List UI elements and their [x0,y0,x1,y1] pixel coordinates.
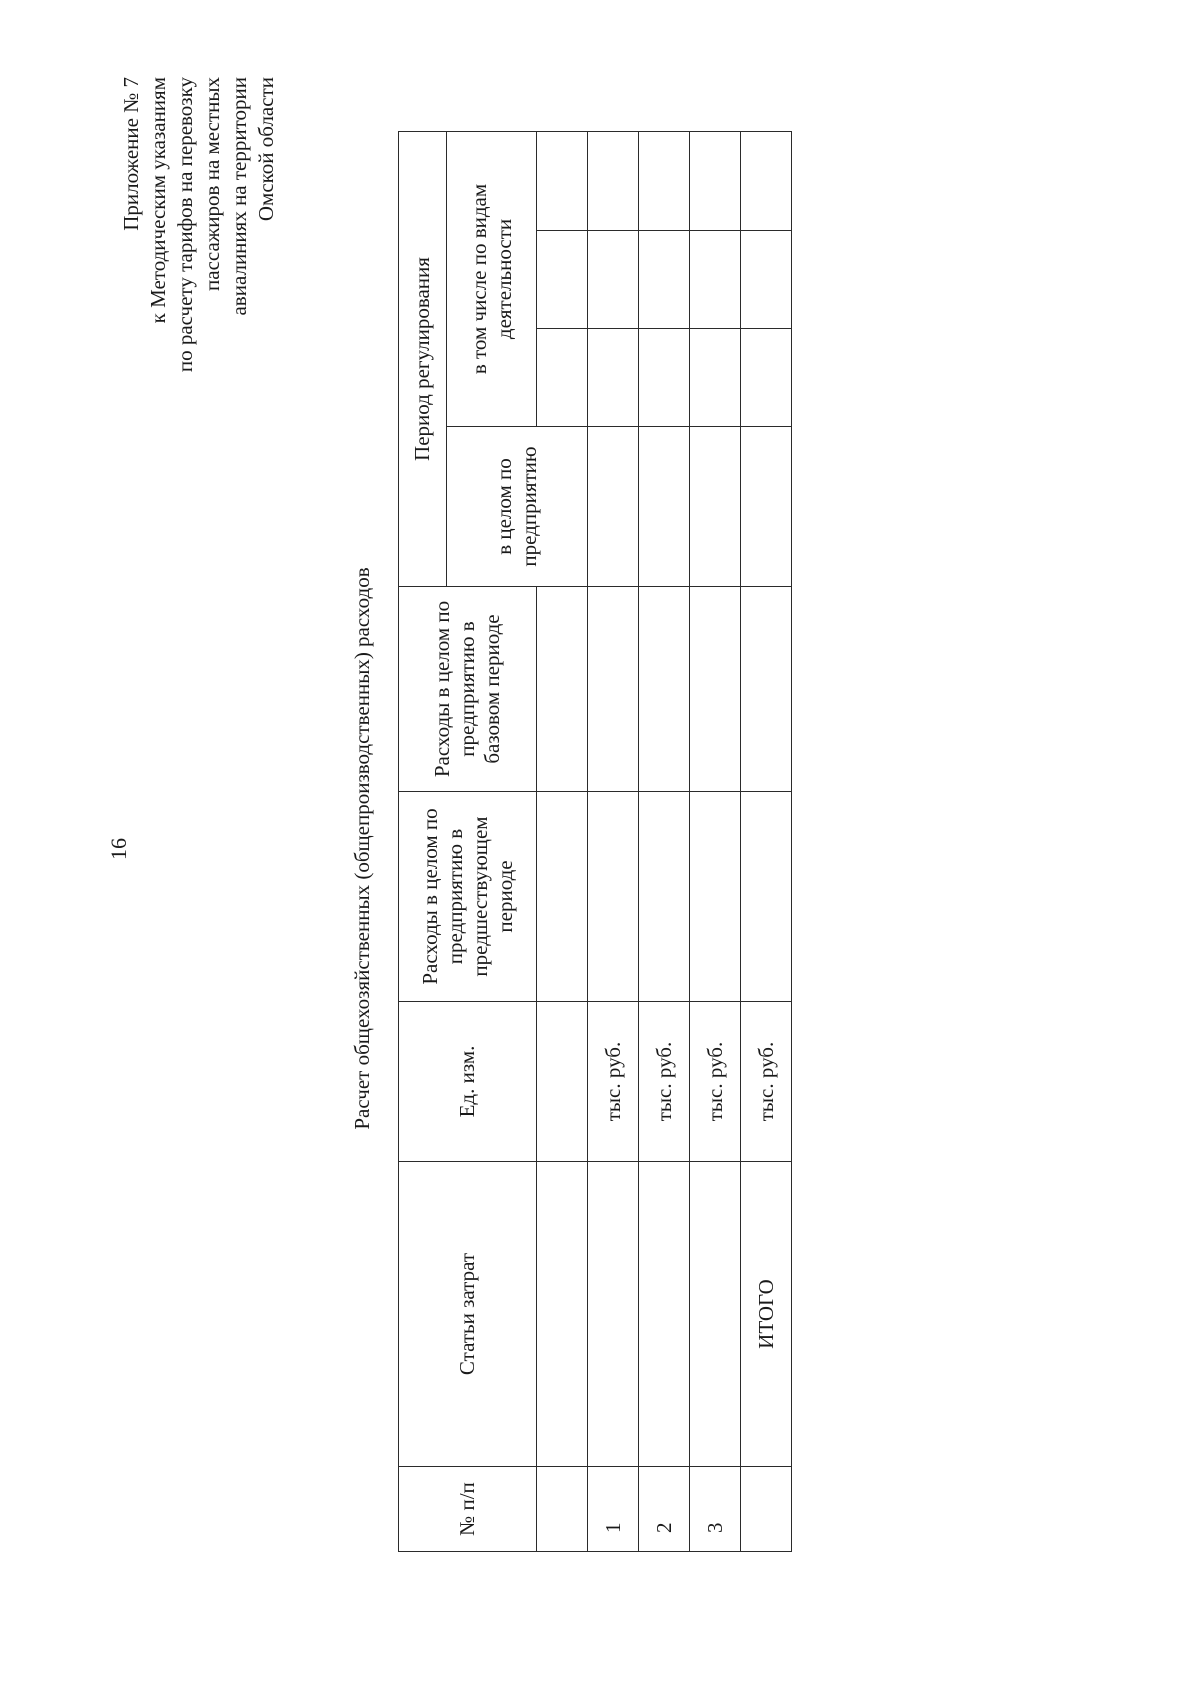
table-row [588,131,639,1551]
header-cost-items: Статьи затрат [399,1162,537,1467]
row-item [639,1162,690,1467]
header-base-period: Расходы в целом по предприятию в базовом периоде [399,587,537,792]
header-unit: Ед. изм. [399,1002,537,1162]
row-number: 2 [639,1467,690,1552]
activity-cell [537,231,588,329]
row-unit: тыс. руб. [639,1002,690,1162]
total-unit: тыс. руб. [741,1002,792,1162]
appendix-line: по расчету тарифов на перевозку [173,77,197,373]
row-unit: тыс. руб. [588,1002,639,1162]
header-previous-period: Расходы в целом по предприятию в предшествующем периоде [399,792,537,1002]
table-row [639,131,690,1551]
appendix-line: пассажиров на местных [200,77,224,291]
row-number: 1 [588,1467,639,1552]
header-regulation-period: Период регулирования [399,131,447,586]
appendix-line: к Методическим указаниям [146,77,170,324]
appendix-line: Приложение № 7 [119,77,143,231]
header-number: № п/п [399,1467,537,1552]
appendix-line: Омской области [254,77,278,222]
row-unit: тыс. руб. [690,1002,741,1162]
row-number: 3 [690,1467,741,1552]
table-row [690,131,741,1551]
header-subrow-blank [537,131,588,1551]
appendix-header [118,77,280,477]
header-by-activity: в том числе по видам деятельности [447,131,537,426]
activity-cell [537,131,588,230]
activity-cell [537,329,588,427]
total-row [741,131,792,1551]
header-enterprise-total: в целом по предприятию [447,427,588,587]
appendix-line: авиалиниях на территории [227,77,251,316]
expenses-table [398,131,792,1552]
row-item [588,1162,639,1467]
page-number: 16 [106,838,131,860]
document-title: Расчет общехозяйственных (общепроизводственных) расходов [350,567,374,1130]
row-item [690,1162,741,1467]
header-row [399,131,447,1551]
total-label: ИТОГО [741,1162,792,1467]
